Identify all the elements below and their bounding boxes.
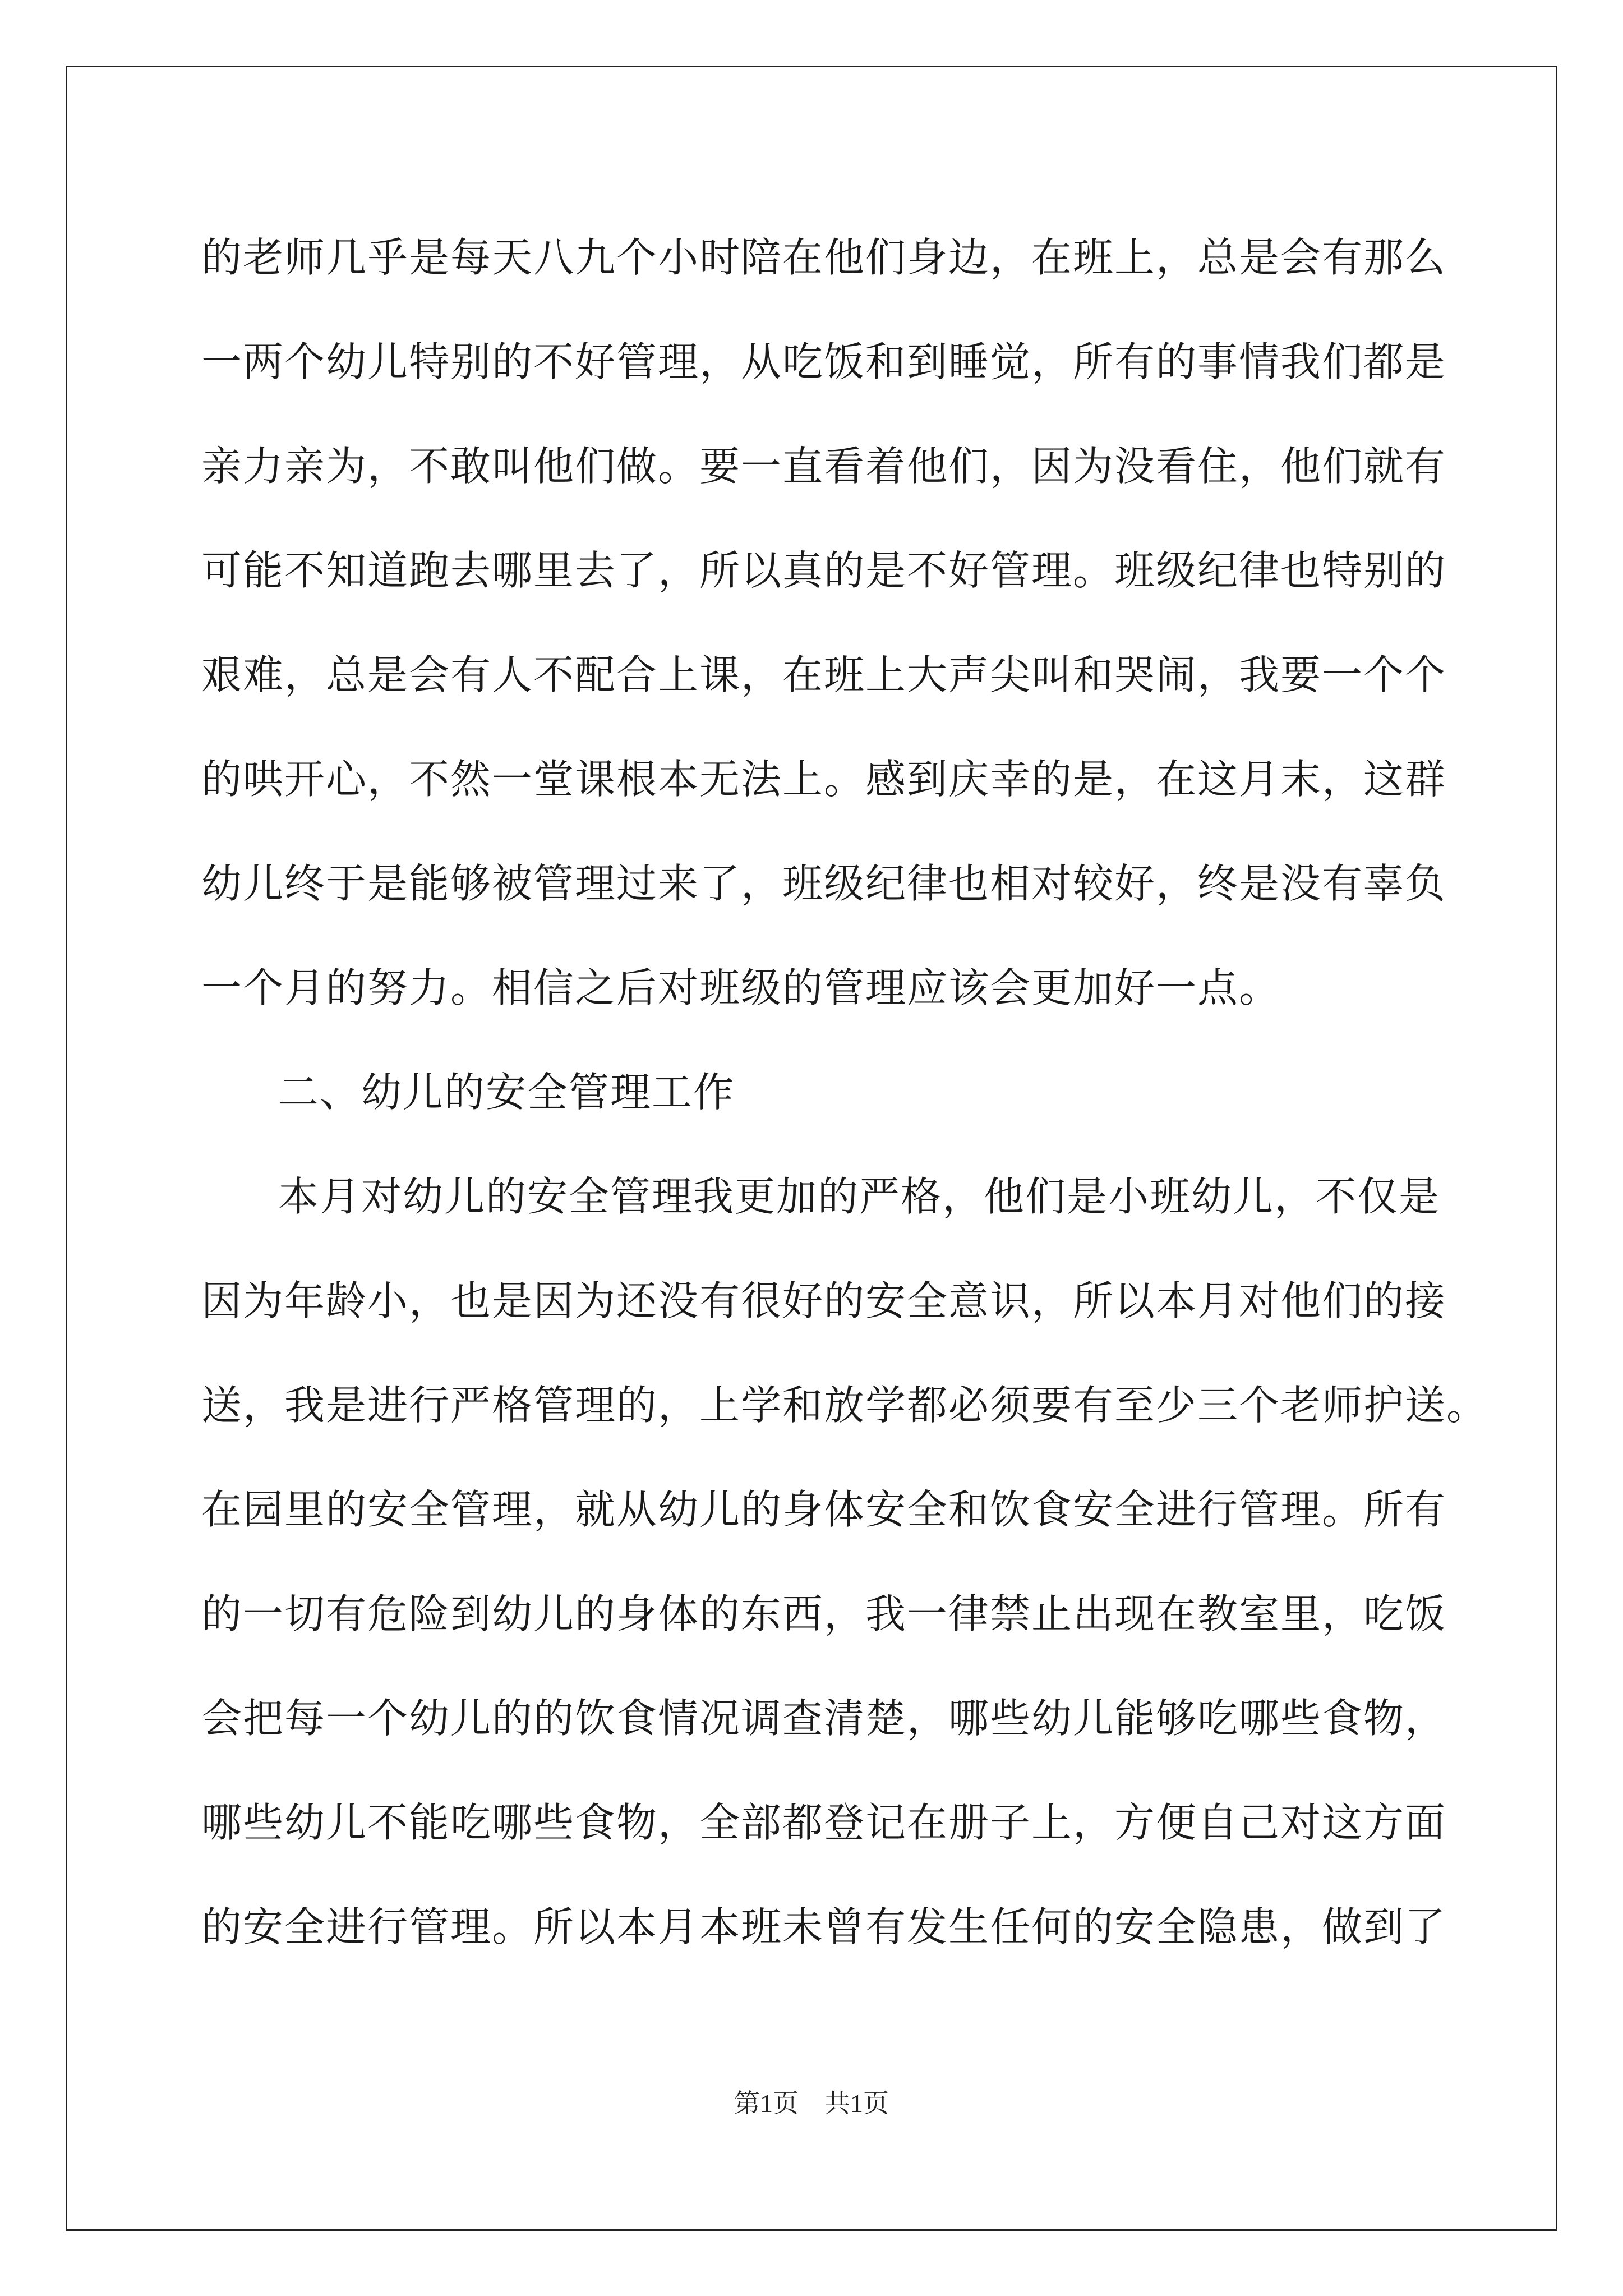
paragraph-line: 亲力亲为，不敢叫他们做。要一直看着他们，因为没看住，他们就有: [201, 443, 1447, 490]
paragraph-line: 的一切有危险到幼儿的身体的东西，我一律禁止出现在教室里，吃饭: [201, 1590, 1447, 1637]
paragraph-line: 在园里的安全管理，就从幼儿的身体安全和饮食安全进行管理。所有: [201, 1486, 1447, 1533]
paragraph-line: 本月对幼儿的安全管理我更加的严格，他们是小班幼儿，不仅是: [278, 1173, 1441, 1220]
paragraph-line: 一两个幼儿特别的不好管理，从吃饭和到睡觉，所有的事情我们都是: [201, 338, 1447, 385]
paragraph-line: 艰难，总是会有人不配合上课，在班上大声尖叫和哭闹，我要一个个: [201, 651, 1447, 698]
paragraph-line: 幼儿终于是能够被管理过来了，班级纪律也相对较好，终是没有辜负: [201, 860, 1447, 907]
paragraph-line: 的老师几乎是每天八九个小时陪在他们身边，在班上，总是会有那么: [201, 234, 1447, 281]
page-number-footer: 第1页 共1页: [734, 2089, 889, 2118]
paragraph-line: 因为年龄小，也是因为还没有很好的安全意识，所以本月对他们的接: [201, 1277, 1447, 1324]
section-heading: 二、幼儿的安全管理工作: [278, 1069, 735, 1116]
paragraph-line: 可能不知道跑去哪里去了，所以真的是不好管理。班级纪律也特别的: [201, 547, 1447, 594]
paragraph-line: 送，我是进行严格管理的，上学和放学都必须要有至少三个老师护送。: [201, 1382, 1488, 1429]
paragraph-line: 一个月的努力。相信之后对班级的管理应该会更加好一点。: [201, 964, 1281, 1011]
paragraph-line: 会把每一个幼儿的的饮食情况调查清楚，哪些幼儿能够吃哪些食物，: [201, 1695, 1447, 1742]
paragraph-line: 的哄开心，不然一堂课根本无法上。感到庆幸的是，在这月末，这群: [201, 756, 1447, 803]
paragraph-line: 的安全进行管理。所以本月本班未曾有发生任何的安全隐患，做到了: [201, 1903, 1447, 1950]
paragraph-line: 哪些幼儿不能吃哪些食物，全部都登记在册子上，方便自己对这方面: [201, 1799, 1447, 1846]
